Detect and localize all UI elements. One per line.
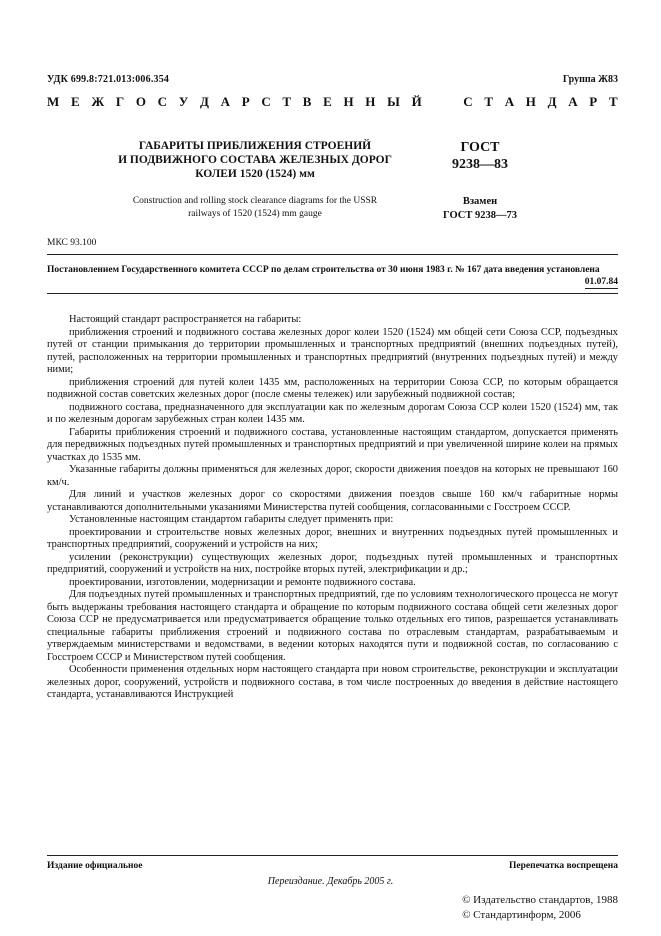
banner-letter: Н bbox=[525, 94, 536, 109]
title-line: КОЛЕИ 1520 (1524) мм bbox=[195, 168, 315, 180]
title-line: ГАБАРИТЫ ПРИБЛИЖЕНИЯ СТРОЕНИЙ bbox=[138, 140, 372, 152]
copyright-block bbox=[462, 893, 618, 923]
banner-letter: Т bbox=[282, 94, 292, 109]
paragraph: проектировании, изготовлении, модернизации и ремонте подвижного состава. bbox=[69, 576, 416, 588]
divider bbox=[47, 293, 618, 294]
paragraph: Для линий и участков железных дорог со скоростями движения поездов свыше 160 км/ч габаритные нормы устанавливаются дополнительными указаниями Министерства путей сообщения, согласованными с Госстроем СССР. bbox=[47, 489, 618, 513]
paragraph: подвижного состава, предназначенного для эксплуатации как по железным дорогам Союза ССР колеи 1520 (1524) мм, так и по железным дорогам зарубежных стран колеи 1435 мм. bbox=[47, 401, 618, 425]
group-code: Группа Ж83 bbox=[562, 74, 618, 85]
gost-designation bbox=[430, 139, 530, 173]
banner-letter: Т bbox=[484, 94, 493, 109]
divider bbox=[47, 254, 618, 255]
banner-letter: С bbox=[157, 94, 168, 109]
paragraph: проектировании и строительстве новых железных дорог, внешних и внутренних подъездных путей промышленных и транспортных предприятий, сооружений и устройств на них; bbox=[47, 526, 618, 550]
banner-letter: Т bbox=[608, 94, 618, 109]
official-edition: Издание официальное bbox=[47, 861, 143, 871]
paragraph: Особенности применения отдельных норм настоящего стандарта при новом строительстве, реконструкции и эксплуатации железных дорог, сооружений, устройств и подвижного состава, в том числе построенных до введения в действие настоящего стандарта, устанавливаются Инструкцией bbox=[47, 664, 618, 700]
banner-letter: Н bbox=[343, 94, 354, 109]
gost-label: ГОСТ bbox=[460, 140, 500, 155]
divider bbox=[47, 855, 618, 856]
banner-letter: М bbox=[47, 94, 60, 109]
document-title bbox=[100, 139, 410, 181]
banner-letter: О bbox=[135, 94, 146, 109]
banner-letter: А bbox=[568, 94, 578, 109]
banner-letter: Д bbox=[199, 94, 209, 109]
banner-letter: Е bbox=[70, 94, 80, 109]
english-title-line: Construction and rolling stock clearance diagrams for the USSR bbox=[132, 196, 378, 206]
paragraph: усилении (реконструкции) существующих железных дорог, подъездных путей промышленных и транспортных предприятий, сооружений и устройств на них, постройке вторых путей, электрификации и др.; bbox=[47, 551, 618, 575]
paragraph: Габариты приближения строений и подвижного состава, установленные настоящим стандартом, допускается применять для передвижных подъездных путей промышленных и транспортных предприятий и при увеличенной ширине колеи на прямых участках до 1535 мм. bbox=[47, 426, 618, 463]
banner-letter: Р bbox=[241, 94, 250, 109]
english-title bbox=[100, 195, 410, 221]
banner-gap bbox=[433, 94, 436, 110]
udc-code: УДК 699.8:721.013:006.354 bbox=[47, 74, 170, 85]
banner-letter: Н bbox=[365, 94, 376, 109]
paragraph: Установленные настоящим стандартом габариты следует применять при: bbox=[69, 514, 394, 525]
banner-letter: Ж bbox=[91, 94, 105, 109]
banner-letter: А bbox=[504, 94, 515, 109]
banner-letter: Д bbox=[547, 94, 557, 109]
replaces-block bbox=[430, 195, 530, 223]
banner-letter: С bbox=[463, 94, 473, 109]
banner-letter: С bbox=[261, 94, 271, 109]
banner-letter: Е bbox=[323, 94, 332, 109]
replaces-label: Взамен bbox=[462, 196, 498, 207]
banner-letter: А bbox=[220, 94, 230, 109]
banner-letter: Й bbox=[411, 94, 422, 109]
title-line: И ПОДВИЖНОГО СОСТАВА ЖЕЛЕЗНЫХ ДОРОГ bbox=[118, 154, 392, 166]
reprint-notice: Перепечатка воспрещена bbox=[508, 861, 618, 871]
resolution-statement bbox=[47, 264, 618, 289]
english-title-line: railways of 1520 (1524) mm gauge bbox=[188, 209, 322, 219]
banner-gap bbox=[448, 94, 451, 110]
copyright-line: © Стандартинформ, 2006 bbox=[462, 909, 581, 921]
copyright-line: © Издательство стандартов, 1988 bbox=[462, 894, 618, 906]
paragraph: приближения строений для путей колеи 1435 мм, расположенных на территории Союза ССР, по которым обращается подвижной состав советских железных дорог (после смены тележек) или зарубежный подвижной состав; bbox=[47, 376, 618, 400]
banner-letter: Р bbox=[589, 94, 598, 109]
mks-code: МКС 93.100 bbox=[47, 238, 97, 248]
effective-date: 01.07.84 bbox=[584, 277, 618, 287]
banner-letter: У bbox=[178, 94, 189, 109]
reissue-note: Переиздание. Декабрь 2005 г. bbox=[267, 876, 394, 887]
body-text bbox=[47, 314, 618, 702]
resolution-text: Постановлением Государственного комитета СССР по делам строительства от 30 июня 1983 г. № 167 дата введения установлена bbox=[47, 265, 600, 275]
gost-number: 9238—83 bbox=[452, 157, 508, 172]
banner-letter: Г bbox=[115, 94, 125, 109]
banner-letter: Ы bbox=[387, 94, 400, 109]
paragraph: Для подъездных путей промышленных и транспортных предприятий, где по условиям технологического процесса не могут быть выдержаны требования настоящего стандарта и обращение по которым подвижного состава общей сети железных дорог Союза ССР не предусматривается или предусматривается обращение только отдельных его типов, разрешается устанавливать специальные габариты приближения строений и подвижного состава по отраслевым стандартам, разрабатываемым и утверждаемым министерствами и ведомствами, в ведении которых находятся пути и подвижной состав, по согласованию с Госстроем СССР и Министерством путей сообщения. bbox=[47, 589, 619, 663]
paragraph: Указанные габариты должны применяться для железных дорог, скорости движения поездов на которых не превышают 160 км/ч. bbox=[47, 464, 618, 488]
paragraph: Настоящий стандарт распространяется на габариты: bbox=[69, 314, 302, 325]
interstate-standard-banner bbox=[47, 94, 618, 110]
replaces-value: ГОСТ 9238—73 bbox=[443, 210, 517, 221]
paragraph: приближения строений и подвижного состава железных дорог колеи 1520 (1524) мм общей сети Союза ССР, подъездных путей от станции примыкания до территории промышленных и транспортных предприятий (внешних подъездных путей), путей, расположенных на территории промышленных и транспортных предприятий (внутренних подъездных путей) и между ними; bbox=[47, 326, 618, 375]
banner-letter: В bbox=[302, 94, 312, 109]
